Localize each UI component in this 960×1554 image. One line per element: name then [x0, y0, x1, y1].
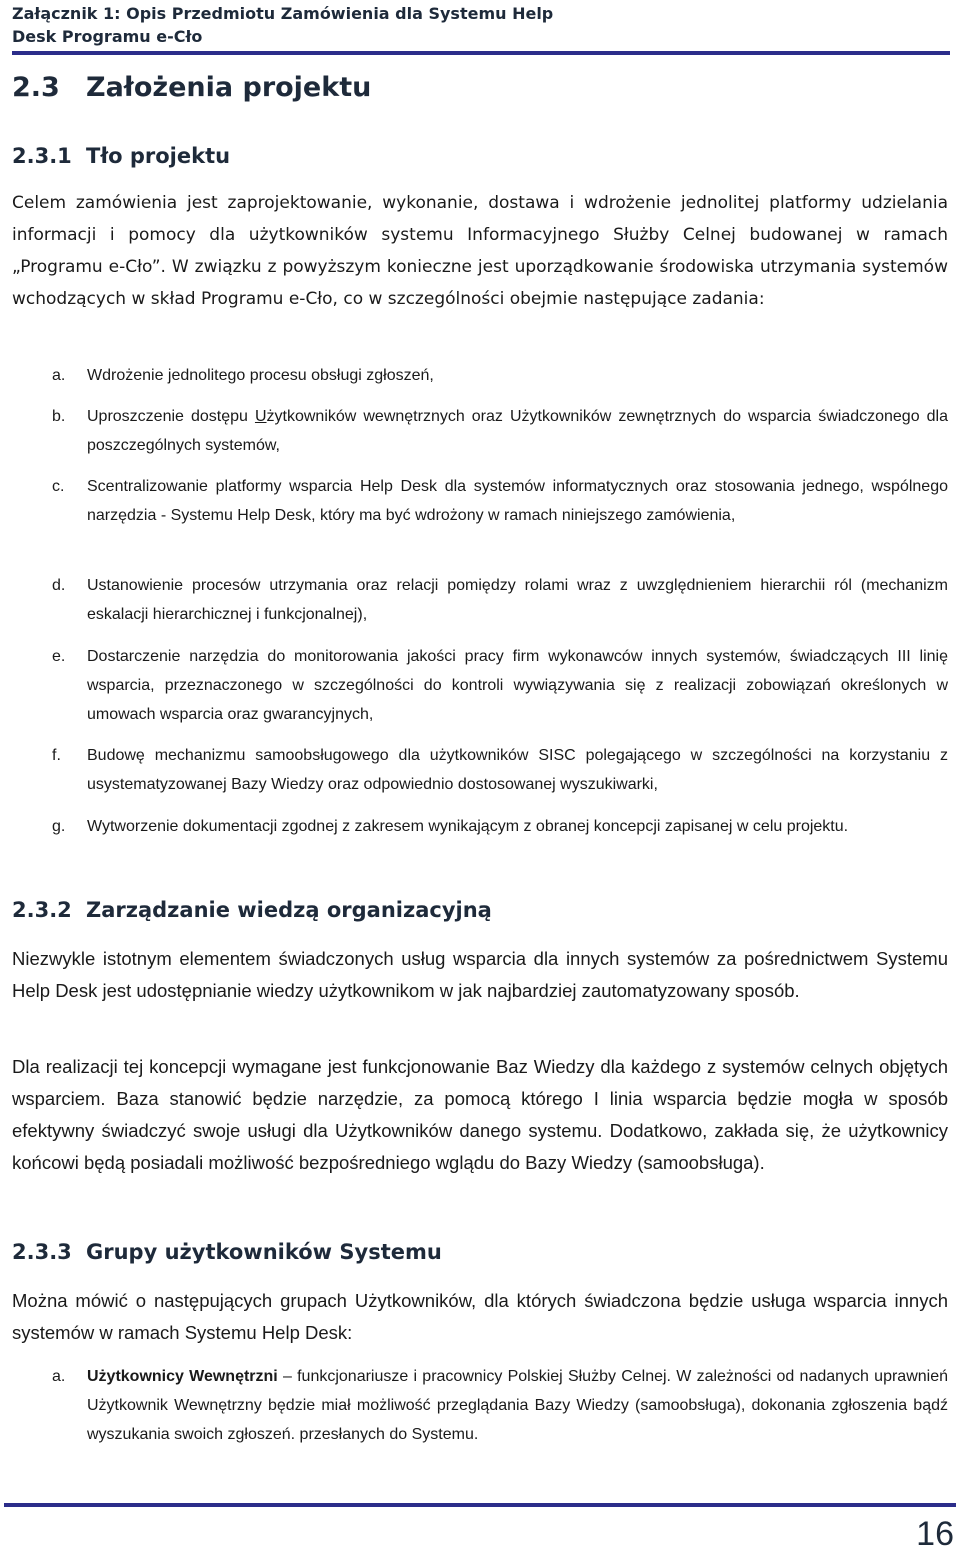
header-title-line2: Desk Programu e-Cło [12, 27, 203, 46]
list-item [52, 741, 948, 799]
list-item-text-rest: żytkowników wewnętrznych oraz Użytkowników zewnętrznych do wsparcia świadczonego dla poszczególnych systemów, [87, 408, 948, 454]
subsection-heading-1 [12, 144, 230, 168]
list-item-text: Wdrożenie jednolitego procesu obsługi zgłoszeń, [87, 367, 434, 384]
section-heading [12, 72, 371, 103]
list-item-label: a. [52, 1368, 66, 1385]
list-item-text [87, 1362, 948, 1449]
list-item [52, 1362, 948, 1449]
subsection-number: 2.3.1 [12, 144, 72, 168]
header-title-line1: Załącznik 1: Opis Przedmiotu Zamówienia dla Systemu Help [12, 4, 554, 23]
list-item-text: Budowę mechanizmu samoobsługowego dla użytkowników SISC polegającego w szczególności na korzystaniu z usystematyzowanej Bazy Wiedzy oraz odpowiednio dostosowanej wyszukiwarki, [87, 747, 948, 793]
list-item-text-rest: – funkcjonariusze i pracownicy Polskiej Służby Celnej. W zależności od nadanych uprawnień Użytkownik Wewnętrzny będzie miał możliwość przeglądania Bazy Wiedzy (samoobsługa), dokonania zgłoszenia bądź wyszukania swoich zgłoszeń. przesłanych do Systemu. [87, 1368, 948, 1443]
paragraph: Można mówić o następujących grupach Użytkowników, dla których świadczona będzie usługa wsparcia innych systemów w ramach Systemu Help Desk: [12, 1290, 948, 1343]
paragraph: Dla realizacji tej koncepcji wymagane jest funkcjonowanie Baz Wiedzy dla każdego z systemów celnych objętych wsparciem. Baza stanowić będzie narzędzie, za pomocą którego I linia wsparcia będzie mogła w sposób efektywny świadczyć swoje usługi dla Użytkowników danego systemu. Dodatkowo, zakłada się, że użytkownicy końcowi będą posiadali możliwość bezpośredniego wglądu do Bazy Wiedzy (samoobsługa). [12, 1056, 948, 1173]
footer-divider-right [890, 1503, 956, 1507]
list-item-label: d. [52, 577, 66, 594]
subsection-title: Zarządzanie wiedzą organizacyjną [86, 898, 492, 922]
subsection-number: 2.3.3 [12, 1240, 72, 1264]
intro-paragraph: Celem zamówienia jest zaprojektowanie, wykonanie, dostawa i wdrożenie jednolitej platformy udzielania informacji i pomocy dla użytkowników systemu Informacyjnego Służby Celnej budowanej w ramach „Programu e-Cło”. W związku z powyższym konieczne jest uporządkowanie środowiska utrzymania systemów wchodzących w skład Programu e-Cło, co w szczególności obejmie następujące zadania: [12, 193, 948, 309]
subsection-number: 2.3.2 [12, 898, 72, 922]
list-item-text: Dostarczenie narzędzia do monitorowania jakości pracy firm wykonawców innych systemów, świadczących III linię wsparcia, przeznaczonego w szczególności do kontroli wywiązywania się z realizacji zobowiązań określonych w umowach wsparcia oraz gwarancyjnych, [87, 648, 948, 723]
paragraph: Niezwykle istotnym elementem świadczonych usług wsparcia dla innych systemów za pośrednictwem Systemu Help Desk jest udostępnianie wiedzy użytkownikom w jak najbardziej zautomatyzowany sposób. [12, 948, 948, 1001]
list-item [52, 812, 948, 841]
list-item [52, 402, 948, 460]
section-number: 2.3 [12, 72, 60, 103]
footer-divider [4, 1503, 890, 1507]
header-divider [12, 51, 950, 55]
subsection-heading-3 [12, 1240, 442, 1264]
page-number: 16 [916, 1515, 954, 1553]
subsection-title: Grupy użytkowników Systemu [86, 1240, 442, 1264]
list-item-label: a. [52, 367, 66, 384]
list-item [52, 472, 948, 530]
list-item-text: Ustanowienie procesów utrzymania oraz relacji pomiędzy rolami wraz z uwzględnieniem hierarchii ról (mechanizm eskalacji hierarchicznej i funkcjonalnej), [87, 577, 948, 623]
list-item-label: b. [52, 408, 66, 425]
list-item [52, 571, 948, 629]
subsection-title: Tło projektu [86, 144, 231, 168]
list-item-label: e. [52, 648, 66, 665]
list-item [52, 642, 948, 729]
list-item-bold-term: Użytkownicy Wewnętrzni [87, 1368, 278, 1385]
list-item-label: f. [52, 747, 61, 764]
list-item-text: Scentralizowanie platformy wsparcia Help Desk dla systemów informatycznych oraz stosowania jednego, wspólnego narzędzia - Systemu Help Desk, który ma być wdrożony w ramach niniejszego zamówienia, [87, 478, 948, 524]
list-item-label: g. [52, 818, 66, 835]
list-item-text [87, 402, 948, 460]
underlined-letter: U [254, 408, 267, 425]
list-item-label: c. [52, 478, 65, 495]
list-item-text-pre: Uproszczenie dostępu [87, 408, 255, 425]
list-item-text: Wytworzenie dokumentacji zgodnej z zakresem wynikającym z obranej koncepcji zapisanej w celu projektu. [87, 818, 849, 835]
section-title: Założenia projektu [86, 72, 372, 103]
list-item [52, 361, 948, 390]
subsection-heading-2 [12, 898, 492, 922]
